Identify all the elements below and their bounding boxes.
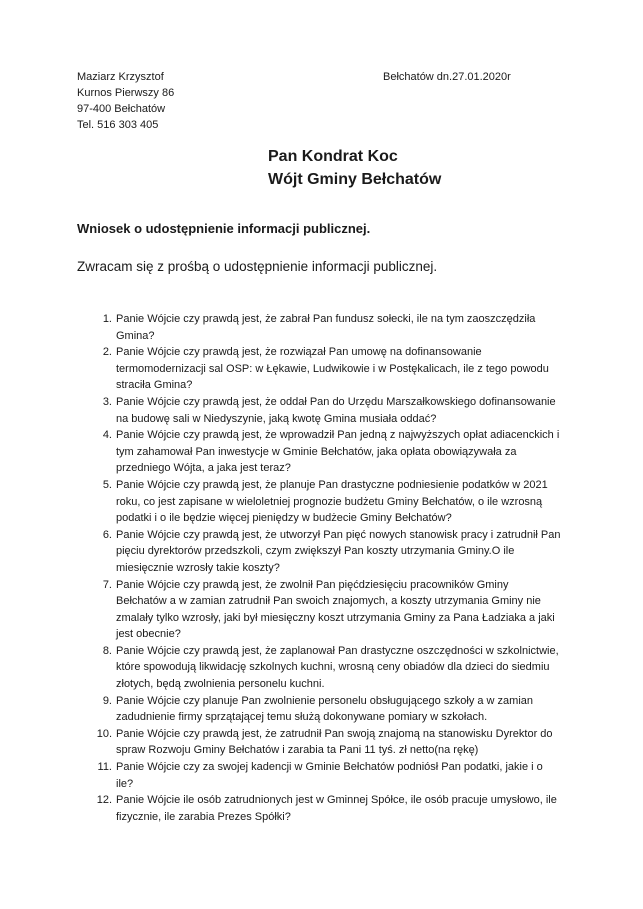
question-number: 8. bbox=[102, 644, 112, 657]
sender-address-block bbox=[77, 69, 174, 133]
place-and-date: Bełchatów dn.27.01.2020r bbox=[383, 71, 511, 83]
question-text: Panie Wójcie czy prawdą jest, że zabrał Pan fundusz sołecki, ile na tym zaoszczędziła Gmina? bbox=[116, 313, 536, 342]
letter-subject: Wniosek o udostępnienie informacji publicznej. bbox=[77, 221, 371, 236]
question-item bbox=[92, 477, 562, 527]
question-text: Panie Wójcie czy prawdą jest, że utworzył Pan pięć nowych stanowisk pracy i zatrudnił Pan pięciu dyrektorów przedszkoli, czym zwiększył Pan koszty utrzymania Gminy.O ile miesięcznie wzrosły takie koszty? bbox=[116, 528, 561, 574]
question-number: 5. bbox=[102, 478, 112, 491]
recipient-block bbox=[268, 145, 441, 191]
question-text: Panie Wójcie czy prawdą jest, że oddał Pan do Urzędu Marszałkowskiego dofinansowanie na budowę sali w Niedyszynie, jaką kwotę Gmina musiała oddać? bbox=[116, 395, 556, 425]
question-item bbox=[92, 577, 562, 643]
letter-intro: Zwracam się z prośbą o udostępnienie informacji publicznej. bbox=[77, 259, 438, 274]
question-item bbox=[92, 344, 562, 394]
question-number: 9. bbox=[102, 694, 112, 707]
question-text: Panie Wójcie czy planuje Pan zwolnienie personelu obsługującego szkoły a w zamian zadudnienie firmy sprzątającej temu służą dokonywane pomiary w szkołach. bbox=[116, 694, 534, 724]
question-text: Panie Wójcie czy prawdą jest, że planuje Pan drastyczne podniesienie podatków w 2021 roku, co jest zapisane w wieloletniej prognozie budżetu Gminy Bełchatów, o ile wzrosną podatki i o ile będzie więcej pieniędzy w budżecie Gminy Bełchatów? bbox=[116, 478, 548, 525]
question-number: 7. bbox=[102, 578, 112, 591]
question-number: 4. bbox=[102, 429, 112, 442]
question-text: Panie Wójcie czy prawdą jest, że wprowadził Pan jedną z najwyższych opłat adiacenckich i tym zahamował Pan inwestycje w Gminie Bełchatów, jaka opłata obowiązywała za przedniego Wójta, a jaka jest teraz? bbox=[116, 429, 560, 475]
question-item bbox=[92, 693, 562, 726]
question-number: 2. bbox=[102, 346, 112, 359]
question-text: Panie Wójcie czy prawdą jest, że zaplanował Pan drastyczne oszczędności w szkolnictwie, które spowodują likwidację szkolnych kuchni, wrosną ceny obiadów dla dzieci do siedmiu złotych, będą zwolnienia personelu kuchni. bbox=[116, 644, 559, 691]
question-text: Panie Wójcie czy prawdą jest, że zwolnił Pan pięćdziesięciu pracowników Gminy Bełchatów a w zamian zatrudnił Pan swoich znajomych, a koszty utrzymania Gminy nie zmalały tylko wzrosły, jaki był miesięczny koszt utrzymania Gminy za Pana Ładziaka a jaki jest obecnie? bbox=[116, 578, 555, 641]
question-number: 10. bbox=[96, 727, 112, 740]
question-number: 6. bbox=[102, 528, 112, 541]
question-item bbox=[92, 427, 562, 477]
question-item bbox=[92, 792, 562, 825]
question-text: Panie Wójcie czy prawdą jest, że zatrudnił Pan swoją znajomą na stanowisku Dyrektor do spraw Rozwoju Gminy Bełchatów i zarabia ta Pani 11 tyś. zł netto(na rękę) bbox=[116, 727, 553, 757]
question-item bbox=[92, 759, 562, 792]
question-item bbox=[92, 643, 562, 693]
sender-phone: Tel. 516 303 405 bbox=[77, 119, 159, 131]
question-item bbox=[92, 726, 562, 759]
sender-street: Kurnos Pierwszy 86 bbox=[77, 87, 175, 99]
recipient-name: Pan Kondrat Koc bbox=[268, 148, 398, 165]
question-item bbox=[92, 527, 562, 577]
question-number: 12. bbox=[96, 794, 112, 807]
question-item bbox=[92, 394, 562, 427]
question-number: 1. bbox=[102, 313, 112, 325]
question-item bbox=[92, 311, 562, 344]
questions-list bbox=[92, 311, 562, 825]
question-text: Panie Wójcie ile osób zatrudnionych jest w Gminnej Spółce, ile osób pracuje umysłowo, ile fizycznie, ile zarabia Prezes Spółki? bbox=[116, 794, 557, 823]
question-number: 11. bbox=[97, 761, 112, 774]
question-text: Panie Wójcie czy za swojej kadencji w Gminie Bełchatów podniósł Pan podatki, jakie i o ile? bbox=[116, 761, 543, 790]
question-number: 3. bbox=[102, 395, 112, 408]
recipient-title: Wójt Gminy Bełchatów bbox=[268, 171, 442, 188]
sender-city: 97-400 Bełchatów bbox=[77, 103, 166, 115]
sender-name: Maziarz Krzysztof bbox=[77, 71, 164, 83]
question-text: Panie Wójcie czy prawdą jest, że rozwiązał Pan umowę na dofinansowanie termomodernizacji sal OSP: w Łękawie, Ludwikowie i w Postękalicach, ile z tego powodu straciła Gmina? bbox=[116, 346, 549, 392]
